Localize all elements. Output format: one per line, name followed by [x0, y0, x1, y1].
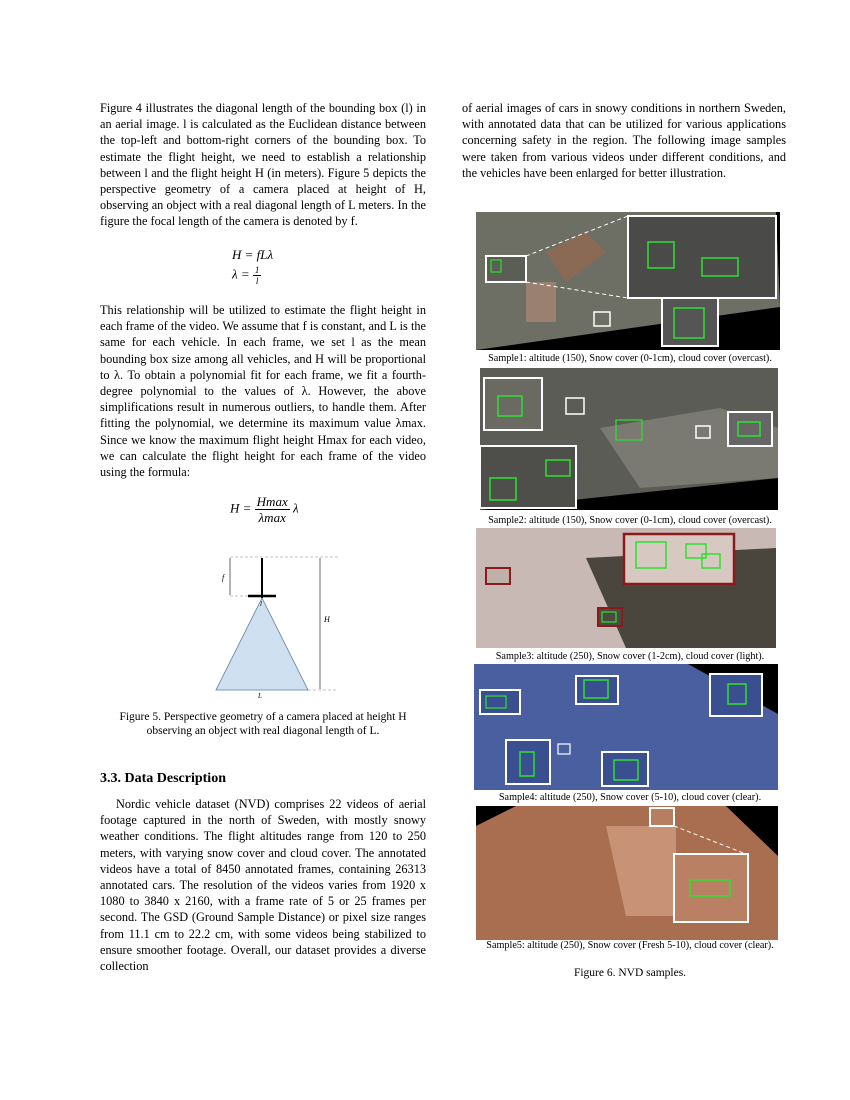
- label-f: f: [222, 573, 225, 582]
- label-H: H: [324, 615, 330, 624]
- section-heading: 3.3. Data Description: [100, 771, 226, 786]
- sample2-image: [480, 368, 778, 510]
- sample3-scene: [476, 528, 776, 648]
- inset-box: [484, 378, 542, 430]
- sample2-scene: [480, 368, 778, 510]
- sample5-image: [476, 806, 778, 940]
- equation-fh-num: Hmax: [256, 494, 288, 509]
- inset-large: [628, 216, 776, 298]
- equation-lambda-fraction: [253, 265, 262, 286]
- equation-lambda: [232, 265, 261, 286]
- equation-lambda-den: l: [255, 276, 259, 286]
- figure5-caption: Figure 5. Perspective geometry of a camera placed at height H observing an object with real diagonal length of L.: [119, 711, 407, 737]
- figure6-caption: Figure 6. NVD samples.: [573, 967, 687, 979]
- dataset-paragraph: Nordic vehicle dataset (NVD) comprises 22 videos of aerial footage captured in the north of Sweden, with mostly snowy weather conditions. The flight altitudes range from 120 to 250 meters, with varying snow cover and cloud cover. The annotated videos have a total of 8450 annotated frames, containing 26313 annotated cars. The resolution of the videos varies from 1920 x 1080 to 3840 x 2160, with a frame rate of 5 or 25 frames per second. The GSD (Ground Sample Distance) or pixel size ranges from 11.1 cm to 22.2 cm, with some videos being stabilized to ensure smoother footage. Overall, our dataset provides a diverse collection: [100, 797, 426, 974]
- equation-fh-fraction: [255, 494, 290, 525]
- inset-box: [486, 568, 510, 584]
- method-paragraph: This relationship will be utilized to estimate the flight height in each frame of the video. We assume that f is constant, and L is the same for each vehicle. In each frame, we set l as the mean bounding box size among all vehicles, and H will be proportional to λ. To obtain a polynomial fit for each frame, we fit a fourth-degree polynomial to the values of λ. However, the above simplifications result in numerous outliers, to handle them. After fitting the polynomial, we determine its maximum value λmax. Since we know the maximum flight height Hmax for each video, we can calculate the flight height for each frame of the video using the formula:: [100, 303, 426, 480]
- sample4-scene: [474, 664, 778, 790]
- right-intro-paragraph: of aerial images of cars in snowy conditions in northern Sweden, with annotated data that can be utilized for various applications concerning safety in the region. The following image samples were taken from various videos under different conditions, and the vehicles have been enlarged for better illustration.: [462, 101, 786, 180]
- inset-box: [728, 412, 772, 446]
- equation-flight-height: [230, 494, 299, 525]
- inset-large: [674, 854, 748, 922]
- building: [526, 282, 556, 322]
- inset-box: [602, 752, 648, 786]
- label-l: l: [260, 600, 262, 608]
- sample3-image: [476, 528, 776, 648]
- sample5-caption: Sample5: altitude (250), Snow cover (Fresh 5-10), cloud cover (clear).: [486, 940, 774, 951]
- perspective-diagram: [210, 550, 350, 700]
- equation-fh-den: λmax: [258, 510, 286, 525]
- equation-height: H = fLλ: [232, 247, 274, 262]
- label-L: L: [258, 692, 262, 700]
- equation-lambda-lhs: λ =: [232, 266, 250, 282]
- equation-fh-rhs: λ: [292, 500, 299, 516]
- inset-box: [650, 808, 674, 826]
- sample3-caption: Sample3: altitude (250), Snow cover (1-2cm), cloud cover (light).: [495, 651, 765, 662]
- view-cone: [216, 598, 308, 690]
- inset-large: [480, 446, 576, 508]
- inset-box: [662, 298, 718, 346]
- equation-fh-lhs: H =: [230, 500, 252, 516]
- intro-paragraph: Figure 4 illustrates the diagonal length of the bounding box (l) in an aerial image. l is calculated as the Euclidean distance between the top-left and bottom-right corners of the bounding box. To estimate the flight height, we need to establish a relationship between l and the flight height H (in meters). Figure 5 depicts the perspective geometry of a camera placed at height of H, observing an object with a real diagonal length of L meters. In the figure the focal length of the camera is denoted by f.: [100, 101, 426, 229]
- sample5-scene: [476, 806, 778, 940]
- equation-lambda-num: 1: [254, 265, 260, 275]
- sample4-image: [474, 664, 778, 790]
- inset-box: [710, 674, 762, 716]
- sample1-caption: Sample1: altitude (150), Snow cover (0-1cm), cloud cover (overcast).: [488, 353, 772, 364]
- sample2-caption: Sample2: altitude (150), Snow cover (0-1cm), cloud cover (overcast).: [488, 515, 772, 526]
- inset-box: [506, 740, 550, 784]
- sample4-caption: Sample4: altitude (250), Snow cover (5-10), cloud cover (clear).: [498, 792, 762, 803]
- sample1-scene: [476, 212, 780, 350]
- sample1-image: [476, 212, 780, 350]
